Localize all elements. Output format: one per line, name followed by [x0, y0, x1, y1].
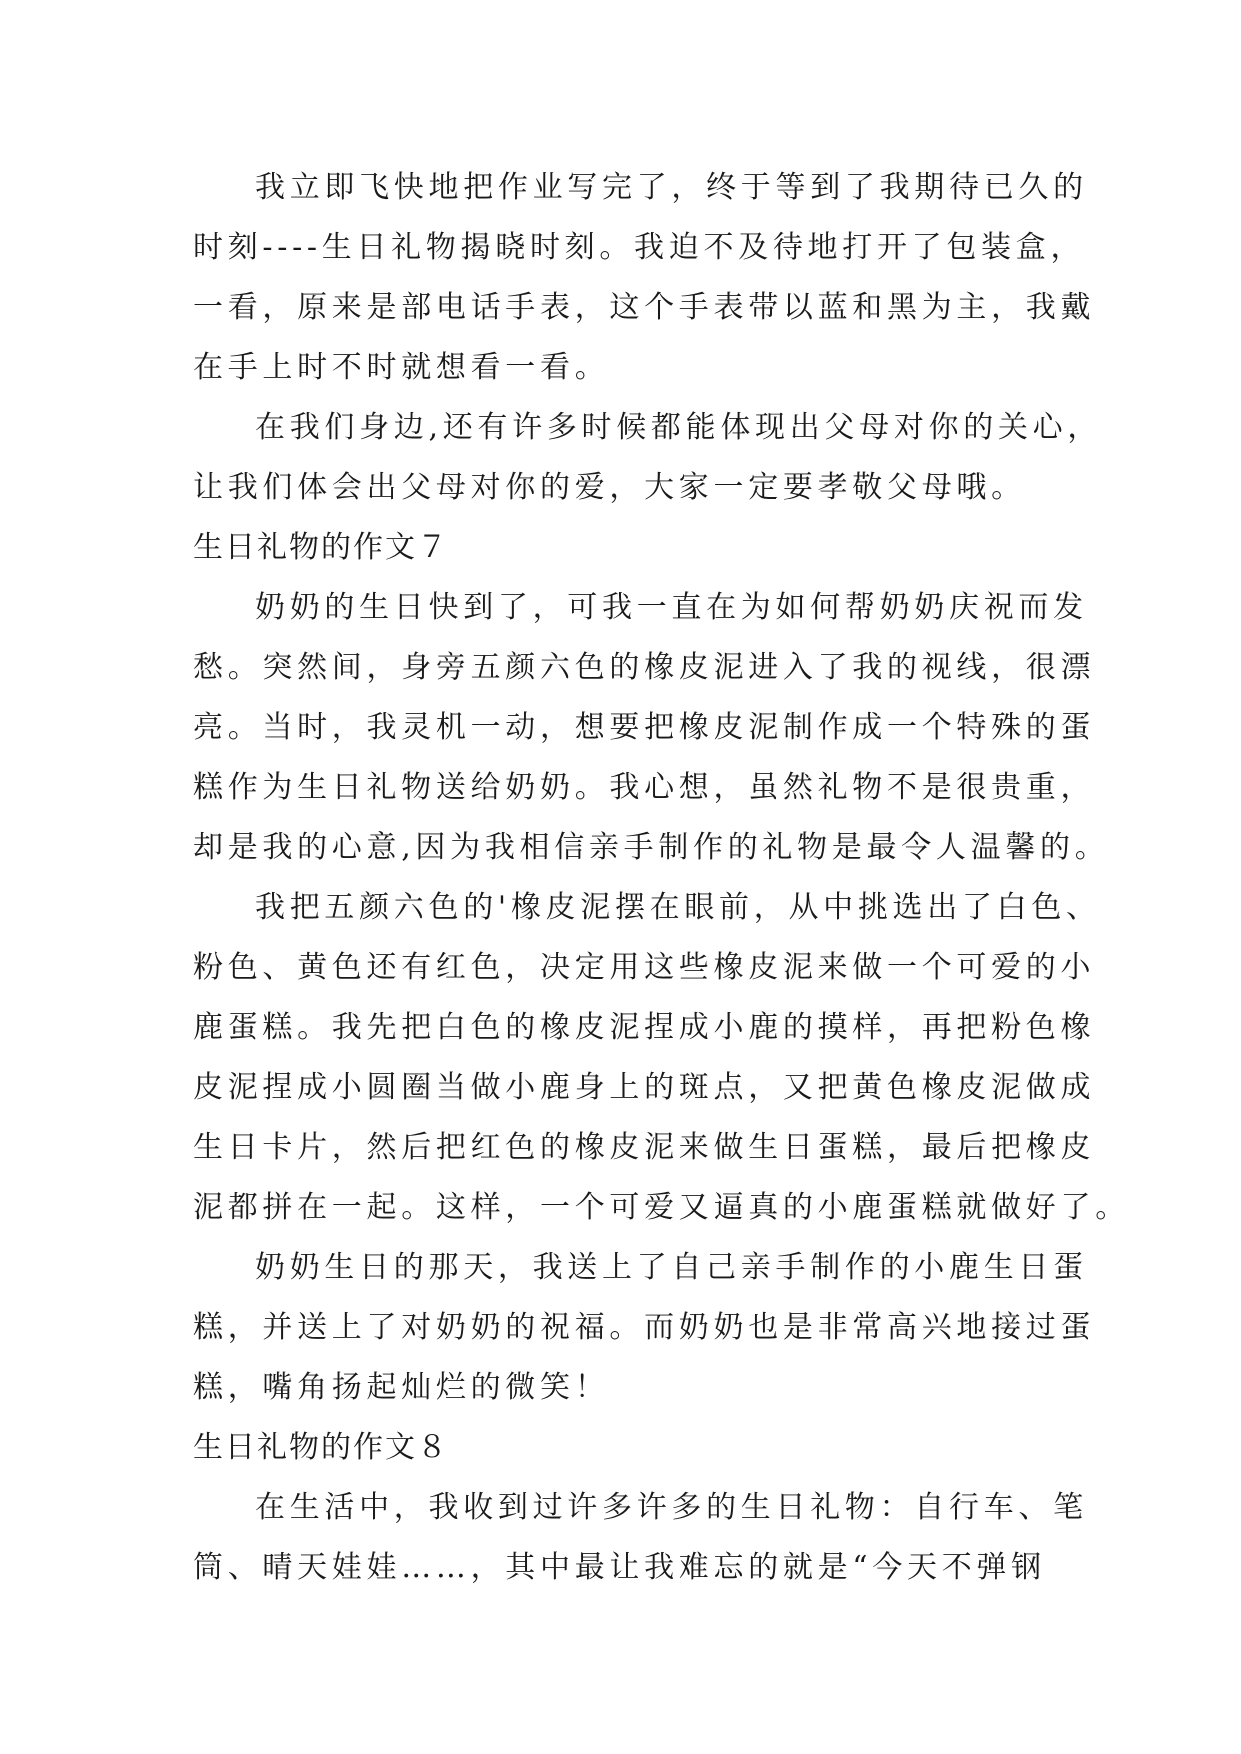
text-line: 在手上时不时就想看一看。 [193, 350, 610, 385]
text-line: 亮。当时，我灵机一动，想要把橡皮泥制作成一个特殊的蛋 [193, 710, 1096, 745]
text-line: 糕，嘴角扬起灿烂的微笑！ [193, 1370, 610, 1405]
text-line: 却是我的心意,因为我相信亲手制作的礼物是最令人温馨的。 [193, 830, 1110, 865]
text-line: 生日卡片，然后把红色的橡皮泥来做生日蛋糕，最后把橡皮 [193, 1130, 1096, 1165]
text-line: 我立即飞快地把作业写完了，终于等到了我期待已久的 [255, 170, 1088, 205]
text-line: 奶奶的生日快到了，可我一直在为如何帮奶奶庆祝而发 [255, 590, 1088, 625]
text-line: 皮泥捏成小圆圈当做小鹿身上的斑点，又把黄色橡皮泥做成 [193, 1070, 1096, 1105]
text-line: 糕作为生日礼物送给奶奶。我心想，虽然礼物不是很贵重， [193, 770, 1096, 805]
section-heading: 生日礼物的作文８ [193, 1430, 449, 1465]
text-line: 让我们体会出父母对你的爱，大家一定要孝敬父母哦。 [193, 470, 1026, 505]
text-line: 一看，原来是部电话手表，这个手表带以蓝和黑为主，我戴 [193, 290, 1096, 325]
text-line: 我把五颜六色的'橡皮泥摆在眼前，从中挑选出了白色、 [255, 890, 1101, 925]
text-line: 在我们身边,还有许多时候都能体现出父母对你的关心， [255, 410, 1103, 445]
text-line: 粉色、黄色还有红色，决定用这些橡皮泥来做一个可爱的小 [193, 950, 1096, 985]
text-line: 鹿蛋糕。我先把白色的橡皮泥捏成小鹿的摸样，再把粉色橡 [193, 1010, 1096, 1045]
text-line: 泥都拼在一起。这样，一个可爱又逼真的小鹿蛋糕就做好了。 [193, 1190, 1130, 1225]
text-line: 愁。突然间，身旁五颜六色的橡皮泥进入了我的视线，很漂 [193, 650, 1096, 685]
text-line: 在生活中，我收到过许多许多的生日礼物：自行车、笔 [255, 1490, 1088, 1525]
text-line: 时刻----生日礼物揭晓时刻。我迫不及待地打开了包装盒， [193, 230, 1086, 265]
text-line: 筒、晴天娃娃……，其中最让我难忘的就是“今天不弹钢 [193, 1550, 1046, 1585]
text-line: 奶奶生日的那天，我送上了自己亲手制作的小鹿生日蛋 [255, 1250, 1088, 1285]
section-heading: 生日礼物的作文７ [193, 530, 449, 565]
text-line: 糕，并送上了对奶奶的祝福。而奶奶也是非常高兴地接过蛋 [193, 1310, 1096, 1345]
